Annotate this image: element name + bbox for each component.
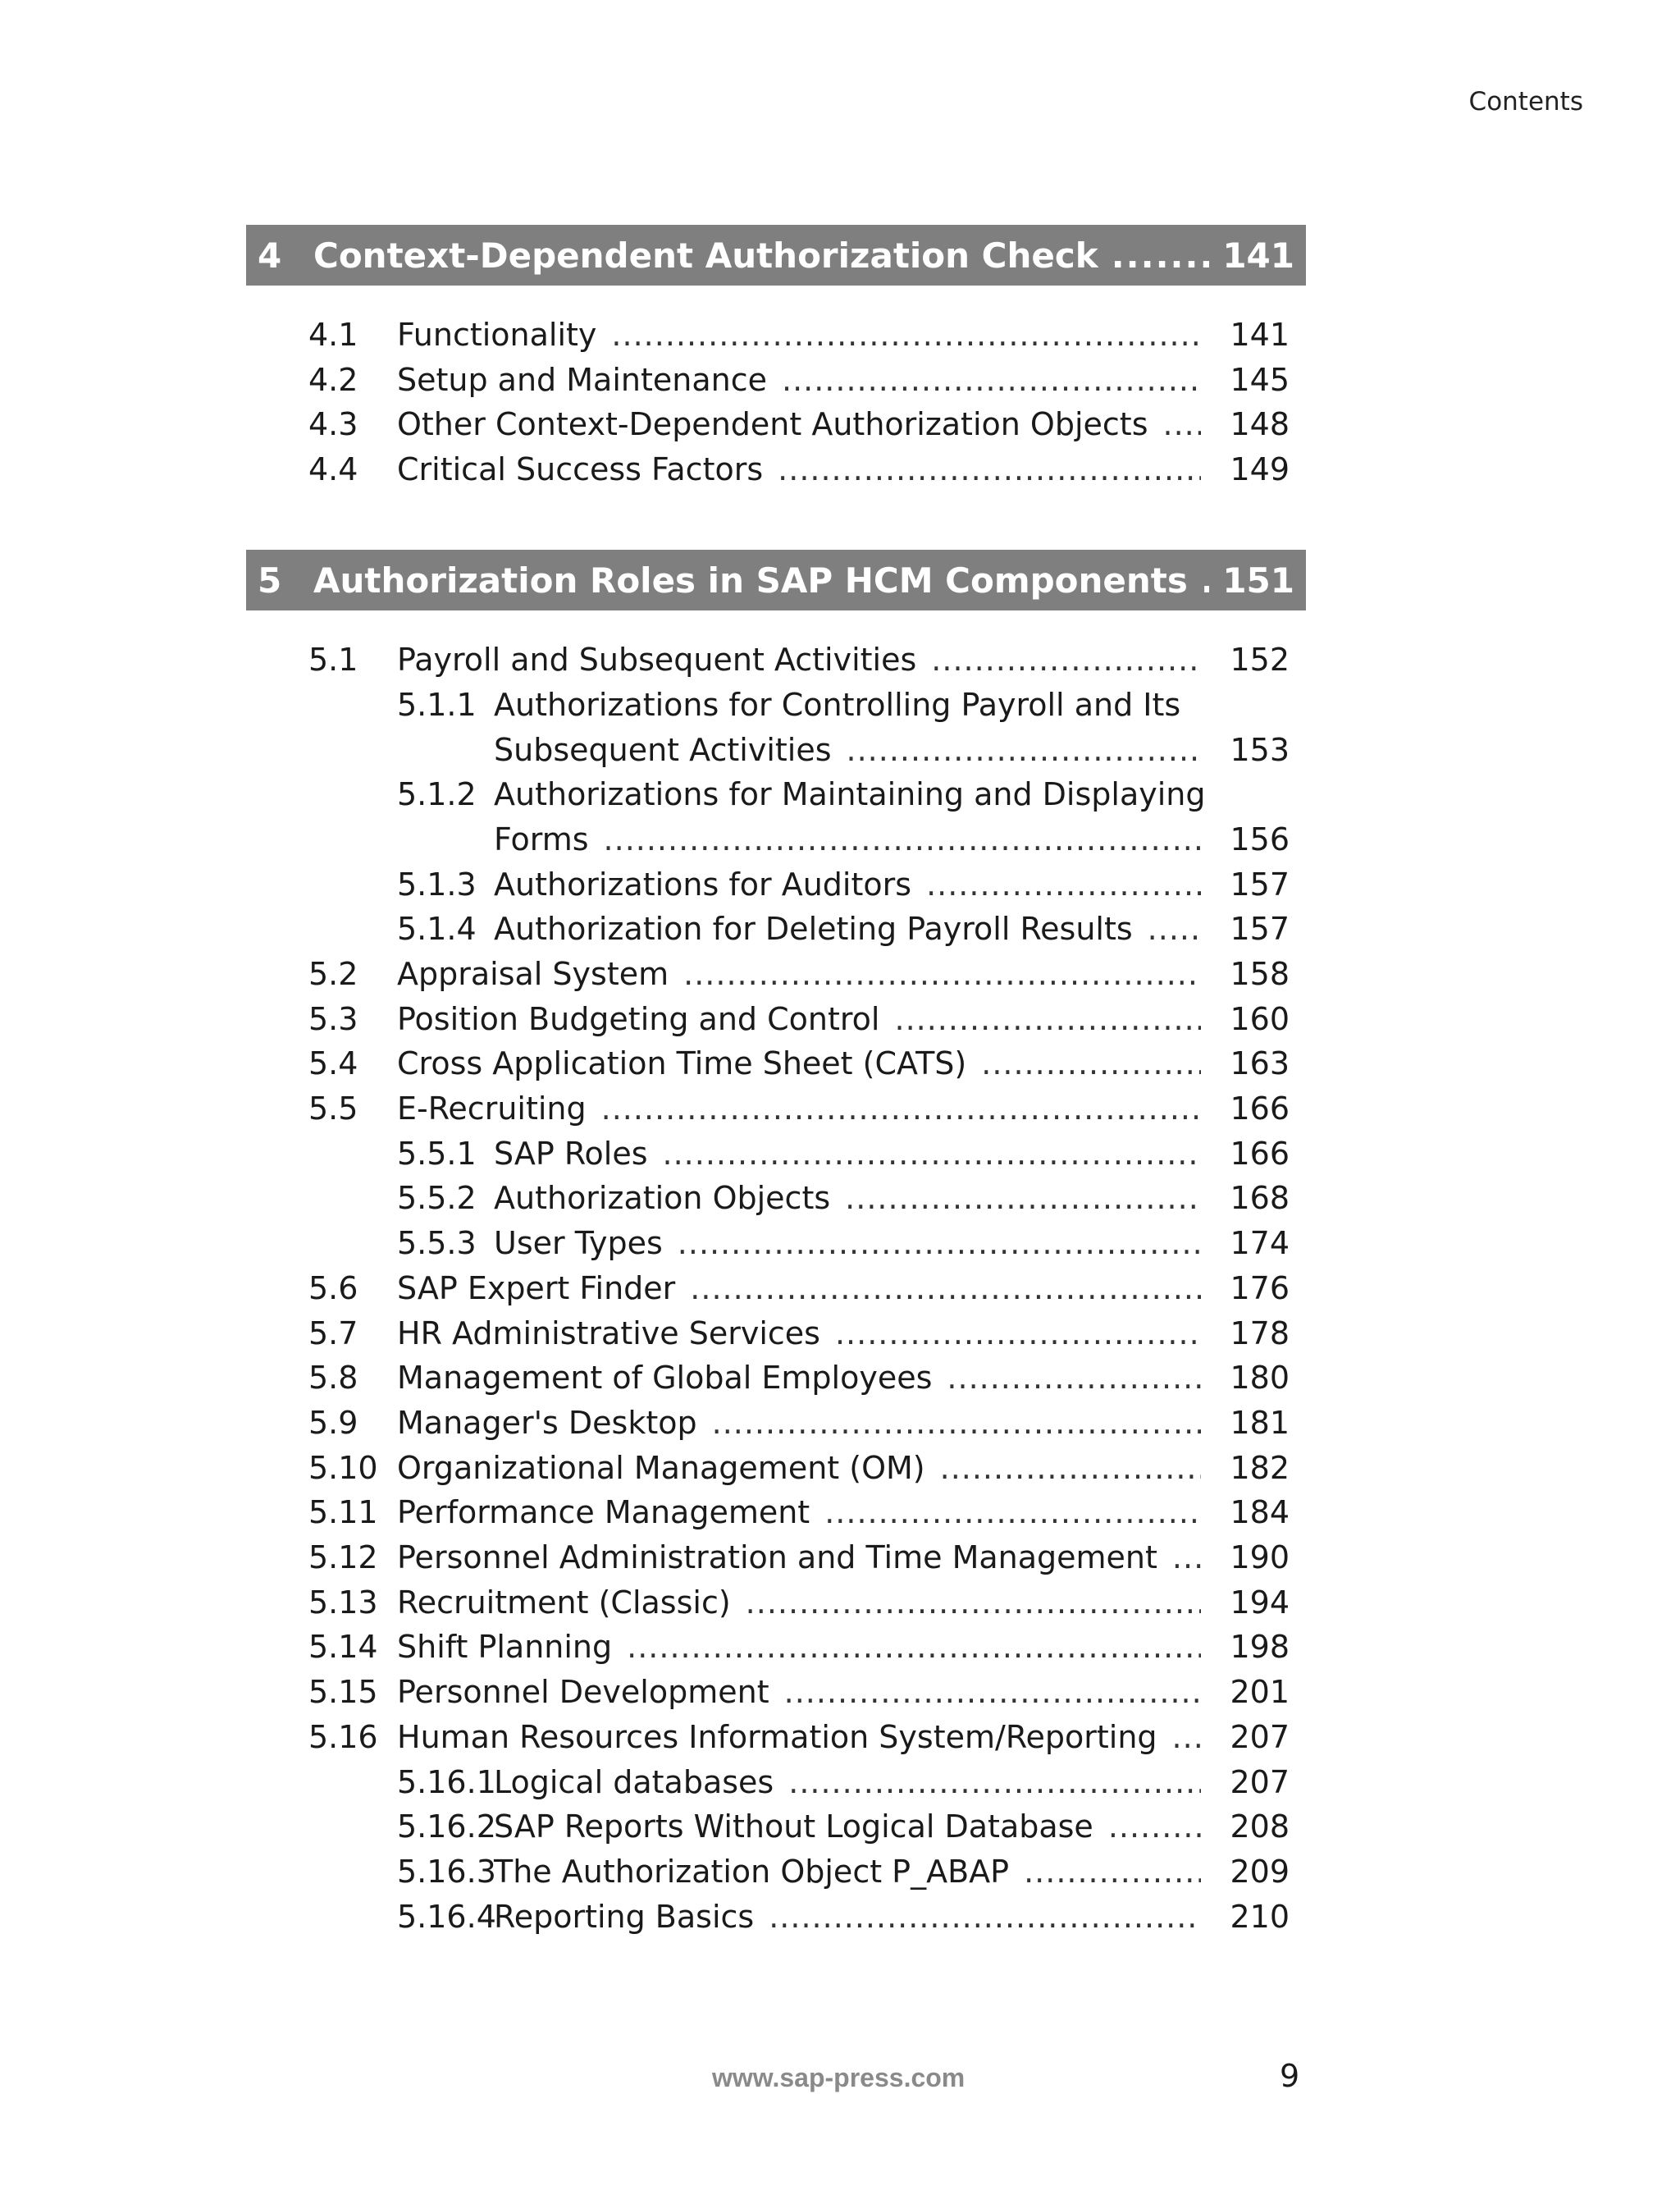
entry-number: 5.16.4	[397, 1899, 496, 1935]
entry-title-row	[397, 1086, 1290, 1132]
toc-section-entry[interactable]	[0, 638, 1680, 683]
entry-title-row	[397, 1625, 1290, 1670]
chapter-number: 5	[258, 560, 282, 601]
entry-number: 5.11	[308, 1494, 378, 1530]
entry-page: 157	[1230, 866, 1290, 903]
entry-number: 5.5.3	[397, 1225, 477, 1261]
dot-leader	[782, 358, 1201, 403]
dot-leader	[601, 1086, 1201, 1132]
entry-title-row	[397, 1266, 1290, 1311]
entry-title-row	[494, 1895, 1290, 1940]
entry-page: 180	[1230, 1360, 1290, 1396]
entry-page: 160	[1230, 1001, 1290, 1037]
dot-leader	[690, 1266, 1201, 1311]
toc-section-entry[interactable]	[0, 1490, 1680, 1535]
entry-number: 5.9	[308, 1405, 358, 1441]
entry-title: SAP Reports Without Logical Database	[494, 1808, 1093, 1845]
toc-section-entry[interactable]	[0, 1041, 1680, 1086]
entry-number: 5.16.2	[397, 1808, 496, 1845]
toc-subsection-entry[interactable]	[0, 1804, 1680, 1849]
chapter-heading[interactable]	[246, 225, 1306, 286]
entry-title-row	[494, 1221, 1290, 1266]
dot-leader	[746, 1580, 1201, 1625]
toc-subsection-entry[interactable]	[0, 1176, 1680, 1221]
dot-leader	[835, 1311, 1201, 1356]
entry-number: 5.13	[308, 1584, 378, 1621]
entry-page: 157	[1230, 911, 1290, 947]
entry-page: 178	[1230, 1315, 1290, 1351]
entry-title: Human Resources Information System/Reporting	[397, 1719, 1157, 1755]
dot-leader	[778, 447, 1201, 492]
entry-page: 209	[1230, 1854, 1290, 1890]
entry-title-row	[494, 1760, 1290, 1805]
entry-title: Payroll and Subsequent Activities	[397, 642, 917, 678]
toc-section-entry[interactable]	[0, 1356, 1680, 1401]
entry-title-row	[397, 1401, 1290, 1446]
entry-number: 5.1.2	[397, 776, 477, 812]
toc-section-entry[interactable]	[0, 1446, 1680, 1491]
entry-number: 5.10	[308, 1450, 378, 1486]
dot-leader	[788, 1760, 1201, 1805]
entry-title: Reporting Basics	[494, 1899, 755, 1935]
entry-page: 190	[1230, 1539, 1290, 1575]
entry-number: 5.5	[308, 1090, 358, 1127]
running-head: Contents	[1468, 87, 1583, 117]
entry-title-row	[494, 1804, 1290, 1849]
dot-leader	[1163, 402, 1202, 447]
dot-leader	[1172, 1715, 1201, 1760]
dot-leader	[1108, 1804, 1201, 1849]
entry-title: Personnel Administration and Time Management	[397, 1539, 1157, 1575]
entry-title-row	[397, 447, 1290, 492]
entry-number: 5.14	[308, 1629, 378, 1665]
chapter-number: 4	[258, 235, 282, 276]
entry-title: Authorization Objects	[494, 1180, 831, 1216]
entry-title-continuation-row	[494, 728, 1290, 773]
toc-section-entry[interactable]	[0, 997, 1680, 1042]
entry-number: 5.4	[308, 1045, 358, 1081]
dot-leader	[926, 862, 1201, 908]
entry-title-row	[494, 1132, 1290, 1177]
entry-title: HR Administrative Services	[397, 1315, 820, 1351]
entry-title: Performance Management	[397, 1494, 810, 1530]
dot-leader	[678, 1221, 1201, 1266]
entry-title: Authorizations for Auditors	[494, 866, 912, 903]
dot-leader	[627, 1625, 1201, 1670]
entry-page: 153	[1230, 732, 1290, 768]
entry-number: 5.15	[308, 1674, 378, 1710]
toc-subsection-entry[interactable]	[0, 1895, 1680, 1940]
entry-number: 5.8	[308, 1360, 358, 1396]
entry-title-row	[494, 862, 1290, 908]
entry-title-row	[494, 907, 1290, 952]
entry-title: Cross Application Time Sheet (CATS)	[397, 1045, 967, 1081]
toc-subsection-entry[interactable]	[0, 1132, 1680, 1177]
entry-page: 208	[1230, 1808, 1290, 1845]
toc-subsection-entry[interactable]	[0, 772, 1680, 857]
chapter-title: Authorization Roles in SAP HCM Components	[313, 560, 1188, 601]
entry-page: 194	[1230, 1584, 1290, 1621]
entry-title: Recruitment (Classic)	[397, 1584, 731, 1621]
toc-section-entry[interactable]	[0, 1401, 1680, 1446]
footer-url[interactable]: www.sap-press.com	[712, 2063, 966, 2092]
entry-title: Authorizations for Controlling Payroll and Its	[494, 687, 1181, 723]
entry-title: The Authorization Object P_ABAP	[494, 1854, 1010, 1890]
toc-section-entry[interactable]	[0, 1670, 1680, 1715]
entry-title-row	[397, 1490, 1290, 1535]
dot-leader	[604, 817, 1201, 862]
dot-leader	[1112, 235, 1210, 276]
entry-title: Other Context-Dependent Authorization Objects	[397, 406, 1148, 442]
entry-title-row	[397, 1715, 1290, 1760]
entry-title-row	[397, 402, 1290, 447]
toc-section-entry[interactable]	[0, 1580, 1680, 1625]
entry-page: 182	[1230, 1450, 1290, 1486]
entry-title-row	[397, 1580, 1290, 1625]
entry-number: 5.1	[308, 642, 358, 678]
entry-title-row	[494, 683, 1180, 728]
entry-page: 163	[1230, 1045, 1290, 1081]
entry-title: Critical Success Factors	[397, 451, 764, 487]
dot-leader	[663, 1132, 1202, 1177]
entry-title-row	[397, 1535, 1290, 1580]
entry-title-row	[397, 638, 1290, 683]
entry-page: 210	[1230, 1899, 1290, 1935]
dot-leader	[981, 1041, 1201, 1086]
entry-title-row	[397, 313, 1290, 358]
chapter-title-row	[313, 560, 1294, 601]
entry-title-continuation: Forms	[494, 821, 589, 857]
entry-number: 5.16.3	[397, 1854, 496, 1890]
toc-section-entry[interactable]	[0, 358, 1680, 403]
entry-title-row	[397, 997, 1290, 1042]
dot-leader	[1201, 560, 1209, 601]
entry-page: 168	[1230, 1180, 1290, 1216]
toc-section-entry[interactable]	[0, 952, 1680, 997]
entry-title: User Types	[494, 1225, 663, 1261]
entry-title: Authorization for Deleting Payroll Results	[494, 911, 1133, 947]
entry-title: SAP Expert Finder	[397, 1270, 676, 1306]
entry-title: E-Recruiting	[397, 1090, 587, 1127]
entry-page: 207	[1230, 1764, 1290, 1800]
entry-title-row	[397, 1446, 1290, 1491]
toc-section-entry[interactable]	[0, 1535, 1680, 1580]
dot-leader	[1172, 1535, 1201, 1580]
toc-subsection-entry[interactable]	[0, 907, 1680, 952]
entry-title: Functionality	[397, 317, 597, 353]
entry-page: 145	[1230, 362, 1290, 398]
entry-number: 4.4	[308, 451, 358, 487]
toc-subsection-entry[interactable]	[0, 1760, 1680, 1805]
entry-title: Shift Planning	[397, 1629, 613, 1665]
entry-title-row	[397, 1311, 1290, 1356]
dot-leader	[1024, 1849, 1201, 1895]
dot-leader	[611, 313, 1201, 358]
dot-leader	[847, 728, 1201, 773]
toc-section-entry[interactable]	[0, 1311, 1680, 1356]
entry-title: Logical databases	[494, 1764, 774, 1800]
entry-page: 166	[1230, 1136, 1290, 1172]
entry-title-row	[494, 772, 1206, 817]
entry-number: 5.6	[308, 1270, 358, 1306]
entry-title-row	[494, 1849, 1290, 1895]
dot-leader	[784, 1670, 1201, 1715]
entry-page: 141	[1230, 317, 1290, 353]
dot-leader	[824, 1490, 1201, 1535]
entry-title-row	[397, 1670, 1290, 1715]
entry-page: 174	[1230, 1225, 1290, 1261]
dot-leader	[769, 1895, 1201, 1940]
toc-section-entry[interactable]	[0, 1086, 1680, 1132]
dot-leader	[845, 1176, 1201, 1221]
entry-number: 5.3	[308, 1001, 358, 1037]
chapter-page: 141	[1222, 235, 1294, 276]
toc-section-entry[interactable]	[0, 1715, 1680, 1760]
dot-leader	[894, 997, 1201, 1042]
toc-section-entry[interactable]	[0, 1625, 1680, 1670]
entry-page: 148	[1230, 406, 1290, 442]
entry-title: Position Budgeting and Control	[397, 1001, 880, 1037]
entry-title-row	[397, 1356, 1290, 1401]
entry-page: 207	[1230, 1719, 1290, 1755]
toc-subsection-entry[interactable]	[0, 683, 1680, 768]
entry-page: 201	[1230, 1674, 1290, 1710]
toc-section-entry[interactable]	[0, 402, 1680, 447]
chapter-title: Context-Dependent Authorization Check	[313, 235, 1098, 276]
toc-subsection-entry[interactable]	[0, 862, 1680, 908]
entry-title: Manager's Desktop	[397, 1405, 697, 1441]
entry-page: 149	[1230, 451, 1290, 487]
entry-number: 5.16.1	[397, 1764, 496, 1800]
entry-number: 5.1.3	[397, 866, 477, 903]
entry-title: SAP Roles	[494, 1136, 648, 1172]
dot-leader	[940, 1446, 1201, 1491]
entry-title: Management of Global Employees	[397, 1360, 933, 1396]
dot-leader	[683, 952, 1201, 997]
dot-leader	[1148, 907, 1201, 952]
entry-page: 181	[1230, 1405, 1290, 1441]
chapter-heading[interactable]	[246, 550, 1306, 610]
entry-number: 4.2	[308, 362, 358, 398]
entry-number: 5.16	[308, 1719, 378, 1755]
entry-title-row	[397, 358, 1290, 403]
dot-leader	[931, 638, 1201, 683]
entry-page: 158	[1230, 956, 1290, 992]
toc-section-entry[interactable]	[0, 1266, 1680, 1311]
entry-number: 5.1.4	[397, 911, 477, 947]
entry-title-row	[397, 952, 1290, 997]
entry-title-row	[494, 1176, 1290, 1221]
entry-page: 198	[1230, 1629, 1290, 1665]
toc-section-entry[interactable]	[0, 313, 1680, 358]
entry-title-row	[397, 1041, 1290, 1086]
entry-title: Organizational Management (OM)	[397, 1450, 925, 1486]
entry-number: 5.5.1	[397, 1136, 477, 1172]
entry-title: Authorizations for Maintaining and Displaying	[494, 776, 1206, 812]
entry-title: Appraisal System	[397, 956, 669, 992]
entry-title-continuation: Subsequent Activities	[494, 732, 832, 768]
entry-page: 166	[1230, 1090, 1290, 1127]
entry-number: 5.12	[308, 1539, 378, 1575]
entry-number: 5.7	[308, 1315, 358, 1351]
page-number: 9	[1280, 2058, 1300, 2094]
entry-number: 4.1	[308, 317, 358, 353]
toc-subsection-entry[interactable]	[0, 1221, 1680, 1266]
toc-section-entry[interactable]	[0, 447, 1680, 492]
entry-number: 5.5.2	[397, 1180, 477, 1216]
toc-subsection-entry[interactable]	[0, 1849, 1680, 1895]
chapter-page: 151	[1222, 560, 1294, 601]
entry-title: Setup and Maintenance	[397, 362, 767, 398]
dot-leader	[947, 1356, 1201, 1401]
entry-title: Personnel Development	[397, 1674, 769, 1710]
entry-page: 184	[1230, 1494, 1290, 1530]
entry-number: 5.2	[308, 956, 358, 992]
entry-number: 4.3	[308, 406, 358, 442]
entry-page: 156	[1230, 821, 1290, 857]
chapter-title-row	[313, 235, 1294, 276]
entry-number: 5.1.1	[397, 687, 477, 723]
entry-page: 176	[1230, 1270, 1290, 1306]
entry-title-continuation-row	[494, 817, 1290, 862]
dot-leader	[712, 1401, 1201, 1446]
entry-page: 152	[1230, 642, 1290, 678]
